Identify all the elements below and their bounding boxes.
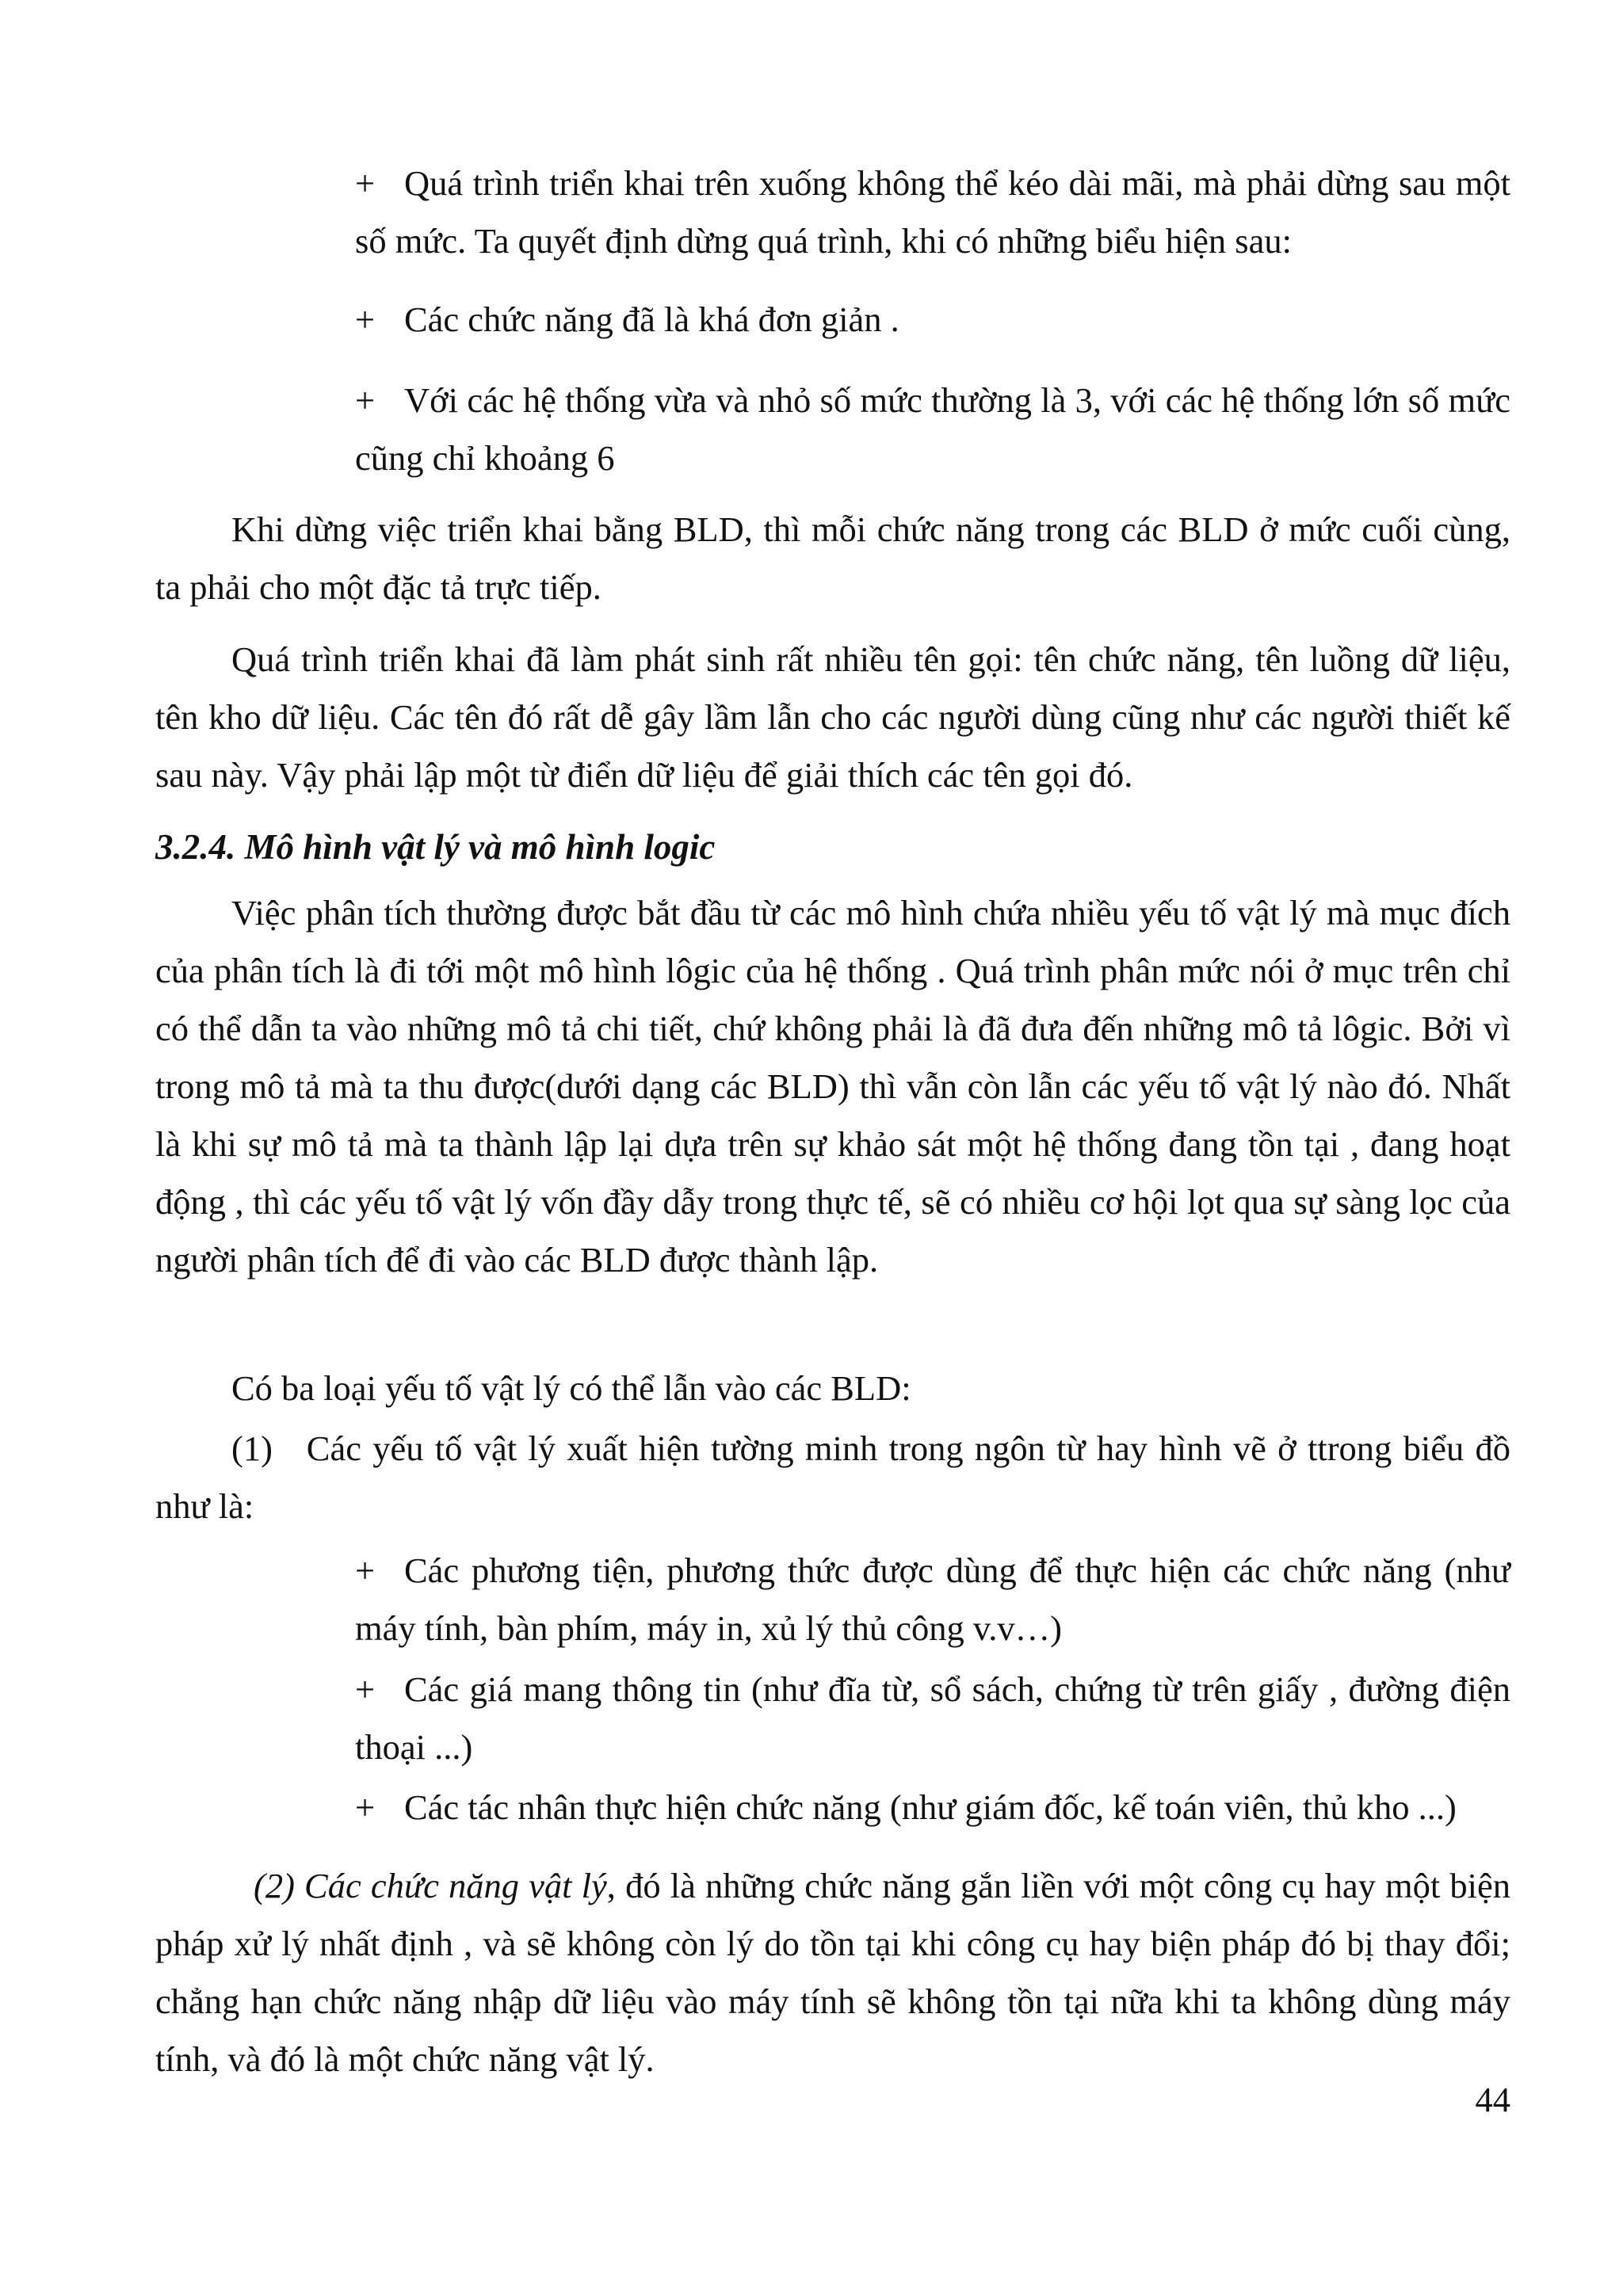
paragraph-physical-logical-analysis: Việc phân tích thường được bắt đầu từ các mô hình chứa nhiều yếu tố vật lý mà mục đích của phân tích là đi tới một mô hình lôgic của hệ thống . Quá trình phân mức nói ở mục trên chỉ có thể dẫn ta vào những mô tả chi tiết, chứ không phải là đã đưa đến những mô tả lôgic. Bởi vì trong mô tả mà ta thu được(dưới dạng các BLD) thì vẫn còn lẫn các yếu tố vật lý nào đó. Nhất là khi sự mô tả mà ta thành lập lại dựa trên sự khảo sát một hệ thống đang tồn tại , đang hoạt động , thì các yếu tố vật lý vốn đầy dẫy trong thực tế, sẽ có nhiều cơ hội lọt qua sự sàng lọc của người phân tích để đi vào các BLD được thành lập.	[155, 893, 1510, 1280]
paragraph-stop-bld: Khi dừng việc triển khai bằng BLD, thì mỗi chức năng trong các BLD ở mức cuối cùng, ta phải cho một đặc tả trực tiếp.	[155, 509, 1510, 607]
bullet-item-tools	[355, 1542, 1510, 1657]
bullet-item-stop-levels	[355, 154, 1510, 270]
paragraph-three-types: Có ba loại yếu tố vật lý có thể lẫn vào các BLD:	[231, 1368, 911, 1408]
list-lead-italic: (2) Các chức năng vật lý	[254, 1866, 607, 1905]
bullet-mark: +	[355, 299, 376, 339]
bullet-mark: +	[355, 1669, 376, 1709]
bullet-item-actors	[355, 1779, 1528, 1836]
paragraph-type-1	[155, 1420, 1510, 1535]
bullet-item-simple-functions	[355, 291, 1510, 349]
page-number: 44	[1475, 2080, 1510, 2119]
bullet-item-media	[355, 1661, 1510, 1776]
list-text: Các yếu tố vật lý xuất hiện tường minh trong ngôn từ hay hình vẽ ở ttrong biểu đồ như là:	[155, 1428, 1510, 1526]
bullet-text: Với các hệ thống vừa và nhỏ số mức thường là 3, với các hệ thống lớn số mức cũng chỉ khoảng 6	[355, 380, 1510, 478]
bullet-text: Quá trình triển khai trên xuống không thể kéo dài mãi, mà phải dừng sau một số mức. Ta quyết định dừng quá trình, khi có những biểu hiện sau:	[355, 163, 1510, 261]
bullet-text: Các giá mang thông tin (như đĩa từ, sổ sách, chứng từ trên giấy , đường điện thoại ...)	[355, 1669, 1510, 1767]
bullet-mark: +	[355, 1550, 376, 1590]
bullet-mark: +	[355, 380, 376, 420]
bullet-text: Các chức năng đã là khá đơn giản .	[404, 299, 899, 339]
bullet-mark: +	[355, 163, 376, 203]
paragraph-type-2	[155, 1857, 1510, 2088]
bullet-text: Các tác nhân thực hiện chức năng (như giám đốc, kế toán viên, thủ kho ...)	[404, 1787, 1457, 1827]
section-heading: 3.2.4. Mô hình vật lý và mô hình logic	[155, 827, 716, 867]
list-text: , đó là những chức năng gắn liền với một công cụ hay một biện pháp xử lý nhất định , và sẽ không còn lý do tồn tại khi công cụ hay biện pháp đó bị thay đổi; chẳng hạn chức năng nhập dữ liệu vào máy tính sẽ không tồn tại nữa khi ta không dùng máy tính, và đó là một chức năng vật lý.	[155, 1866, 1510, 2079]
list-number: (1)	[231, 1428, 273, 1468]
bullet-item-level-count	[355, 372, 1510, 487]
paragraph-data-dictionary: Quá trình triển khai đã làm phát sinh rất nhiều tên gọi: tên chức năng, tên luồng dữ liệu, tên kho dữ liệu. Các tên đó rất dễ gây lầm lẫn cho các người dùng cũng như các người thiết kế sau này. Vậy phải lập một từ điển dữ liệu để giải thích các tên gọi đó.	[155, 639, 1510, 795]
bullet-text: Các phương tiện, phương thức được dùng để thực hiện các chức năng (như máy tính, bàn phím, máy in, xủ lý thủ công v.v…)	[355, 1550, 1510, 1648]
bullet-mark: +	[355, 1787, 376, 1827]
